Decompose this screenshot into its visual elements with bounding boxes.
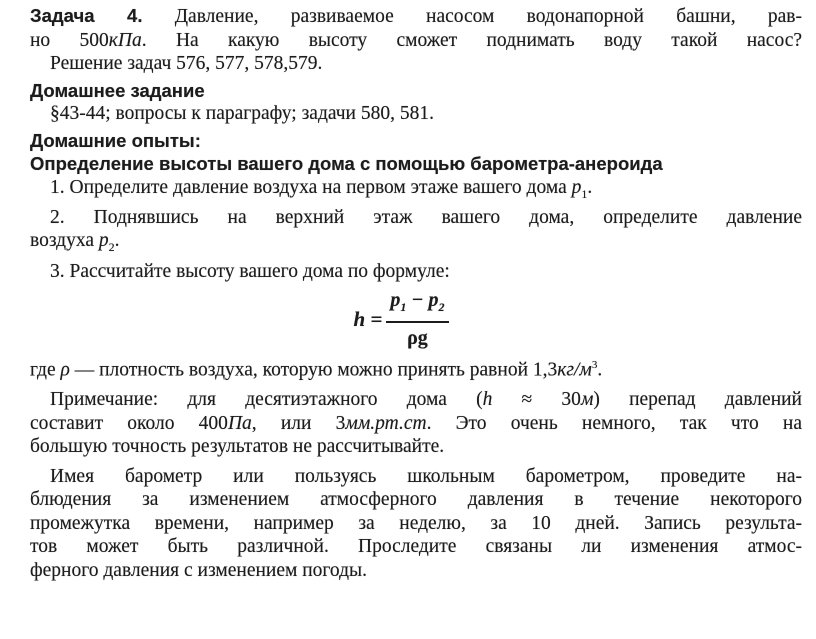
task-line-1 <box>30 4 802 29</box>
note-text-d: составит около 400 <box>30 412 228 434</box>
step-1 <box>30 176 802 206</box>
step-1-sub: 1 <box>581 186 588 201</box>
formula-p2: p <box>428 289 439 312</box>
density-unit: кг/м <box>557 359 592 381</box>
formula-minus: − <box>406 289 429 312</box>
step-2-sub: 2 <box>108 240 115 255</box>
note-h: h <box>482 389 493 411</box>
note-text-c: ) перепад давлений <box>593 389 802 411</box>
task-solution: Решение задач 576, 577, 578,579. <box>50 53 323 74</box>
formula-denominator: ρg <box>407 326 428 349</box>
observation-line-5: ферного давления с изменением погоды. <box>30 559 367 581</box>
homework-text: §43-44; вопросы к параграфу; задачи 580, 581. <box>50 103 434 124</box>
formula-p2-sub: 2 <box>438 300 445 315</box>
note-line-1 <box>30 388 802 412</box>
note-text-e: , или 3 <box>251 412 346 434</box>
note-pa: Па <box>227 412 252 434</box>
density-prefix: где <box>30 359 61 381</box>
density-text: — плотность воздуха, которую можно принять равной 1,3 <box>69 359 558 381</box>
note-text-f: . Это очень немного, так что на <box>426 412 802 434</box>
task-question: . На какую высоту сможет поднимать воду такой насос? <box>141 29 802 51</box>
observation-line-1: Имея барометр или пользуясь школьным барометром, проведите на- <box>50 465 802 487</box>
formula-lhs: h = <box>353 307 383 332</box>
task-unit: кПа <box>108 29 142 51</box>
note-text-b: ≈ 30 <box>492 389 581 411</box>
step-1-text: 1. Определите давление воздуха на первом этаже вашего дома <box>50 176 572 198</box>
task-line-1-text: Давление, развиваемое насосом водонапорной башни, рав- <box>142 6 802 27</box>
density-unit-sup: 3 <box>591 359 598 372</box>
note-text-a: Примечание: для десятиэтажного дома ( <box>50 389 483 411</box>
task-value: но 500 <box>30 29 109 51</box>
density-note <box>30 354 802 382</box>
homework-heading: Домашнее задание <box>30 79 205 101</box>
step-2-text: воздуха <box>30 230 99 252</box>
formula-fraction <box>386 289 448 350</box>
note-m: м <box>580 389 594 411</box>
formula-p1: p <box>390 289 401 312</box>
observation-line-4: тов может быть различной. Проследите связаны ли изменения атмос- <box>30 536 802 558</box>
step-2-line-2 <box>30 229 802 259</box>
observation-line-2: блюдения за изменением атмосферного давления в течение некоторого <box>30 489 802 511</box>
task-title: Задача 4. <box>30 5 143 26</box>
formula-p1-sub: 1 <box>400 300 407 315</box>
step-1-end: . <box>587 176 593 198</box>
experiments-subheading: Определение высоты вашего дома с помощью барометра-анероида <box>30 153 663 174</box>
step-1-var: p <box>571 176 582 198</box>
height-formula <box>30 289 802 350</box>
observation-line-3: промежутка времени, например за неделю, за 10 дней. Запись результа- <box>30 512 802 534</box>
note-line-3: большую точность результатов не рассчитывайте. <box>30 436 445 458</box>
step-2-end: . <box>114 230 120 252</box>
note-mmhg: мм.рт.ст <box>345 412 427 434</box>
task-line-2 <box>30 29 802 53</box>
step-2-line-1: 2. Поднявшись на верхний этаж вашего дома, определите давление <box>50 206 802 228</box>
density-rho: ρ <box>60 359 70 381</box>
formula-numerator <box>386 289 448 323</box>
density-end: . <box>597 359 603 381</box>
step-3: 3. Рассчитайте высоту вашего дома по формуле: <box>50 260 450 282</box>
note-line-2 <box>30 412 802 436</box>
step-2-var: p <box>98 230 109 252</box>
experiments-heading: Домашние опыты: <box>30 129 201 151</box>
